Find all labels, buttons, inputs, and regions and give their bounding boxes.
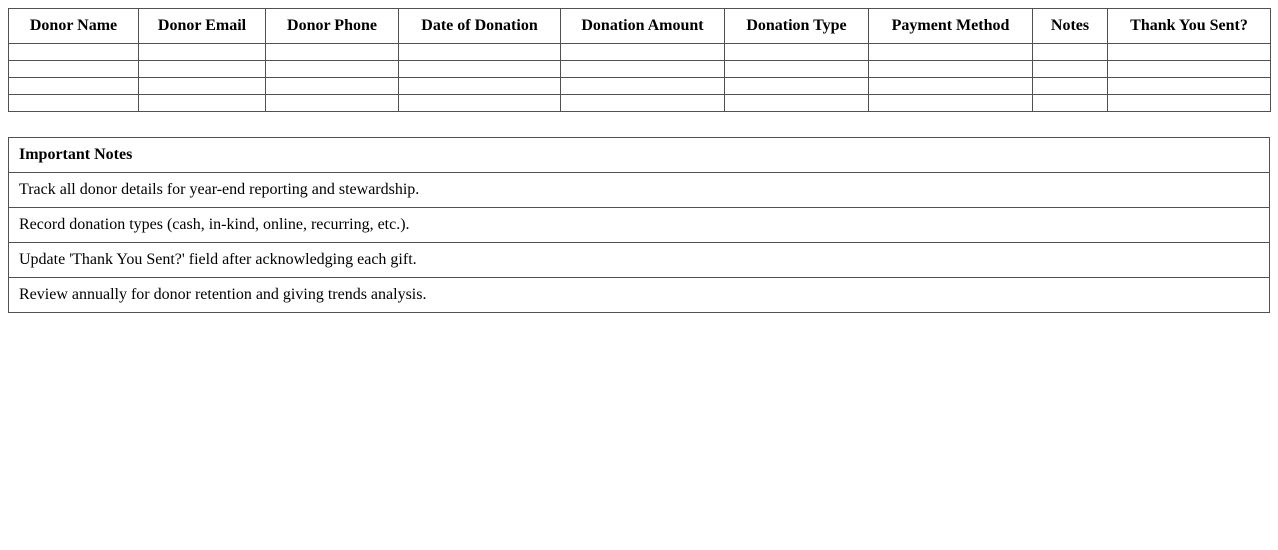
empty-cell xyxy=(1108,95,1271,112)
note-row xyxy=(9,208,1270,243)
empty-cell xyxy=(399,95,561,112)
note-text: Record donation types (cash, in-kind, online, recurring, etc.). xyxy=(9,208,1270,243)
empty-cell xyxy=(869,61,1033,78)
empty-cell xyxy=(561,44,725,61)
empty-cell xyxy=(561,95,725,112)
donor-table-header-row xyxy=(9,9,1271,44)
empty-cell xyxy=(869,95,1033,112)
empty-cell xyxy=(725,78,869,95)
empty-cell xyxy=(1108,44,1271,61)
important-notes-table xyxy=(8,137,1270,313)
empty-cell xyxy=(869,44,1033,61)
empty-cell xyxy=(1108,78,1271,95)
empty-cell xyxy=(266,78,399,95)
empty-cell xyxy=(725,44,869,61)
empty-cell xyxy=(139,95,266,112)
column-header-donor-phone: Donor Phone xyxy=(266,9,399,44)
empty-cell xyxy=(266,44,399,61)
empty-cell xyxy=(139,78,266,95)
note-row xyxy=(9,243,1270,278)
column-header-donor-email: Donor Email xyxy=(139,9,266,44)
empty-cell xyxy=(9,61,139,78)
column-header-donation-amount: Donation Amount xyxy=(561,9,725,44)
empty-donor-row xyxy=(9,61,1271,78)
note-row xyxy=(9,278,1270,313)
empty-cell xyxy=(399,44,561,61)
empty-donor-row xyxy=(9,78,1271,95)
empty-cell xyxy=(9,78,139,95)
notes-title: Important Notes xyxy=(9,138,1270,173)
empty-cell xyxy=(725,95,869,112)
empty-cell xyxy=(139,44,266,61)
empty-cell xyxy=(1033,95,1108,112)
column-header-donation-type: Donation Type xyxy=(725,9,869,44)
notes-header-row xyxy=(9,138,1270,173)
note-text: Update 'Thank You Sent?' field after acknowledging each gift. xyxy=(9,243,1270,278)
column-header-notes: Notes xyxy=(1033,9,1108,44)
column-header-thank-you-sent: Thank You Sent? xyxy=(1108,9,1271,44)
empty-cell xyxy=(266,95,399,112)
note-text: Track all donor details for year-end reporting and stewardship. xyxy=(9,173,1270,208)
empty-cell xyxy=(1033,78,1108,95)
column-header-date-of-donation: Date of Donation xyxy=(399,9,561,44)
column-header-donor-name: Donor Name xyxy=(9,9,139,44)
empty-cell xyxy=(1033,44,1108,61)
empty-cell xyxy=(1033,61,1108,78)
empty-cell xyxy=(139,61,266,78)
empty-cell xyxy=(869,78,1033,95)
empty-cell xyxy=(725,61,869,78)
empty-cell xyxy=(9,44,139,61)
donor-tracking-table xyxy=(8,8,1271,112)
empty-cell xyxy=(399,61,561,78)
note-row xyxy=(9,173,1270,208)
empty-cell xyxy=(561,61,725,78)
empty-cell xyxy=(399,78,561,95)
empty-cell xyxy=(1108,61,1271,78)
empty-cell xyxy=(561,78,725,95)
note-text: Review annually for donor retention and giving trends analysis. xyxy=(9,278,1270,313)
column-header-payment-method: Payment Method xyxy=(869,9,1033,44)
empty-donor-row xyxy=(9,44,1271,61)
empty-donor-row xyxy=(9,95,1271,112)
empty-cell xyxy=(9,95,139,112)
empty-cell xyxy=(266,61,399,78)
